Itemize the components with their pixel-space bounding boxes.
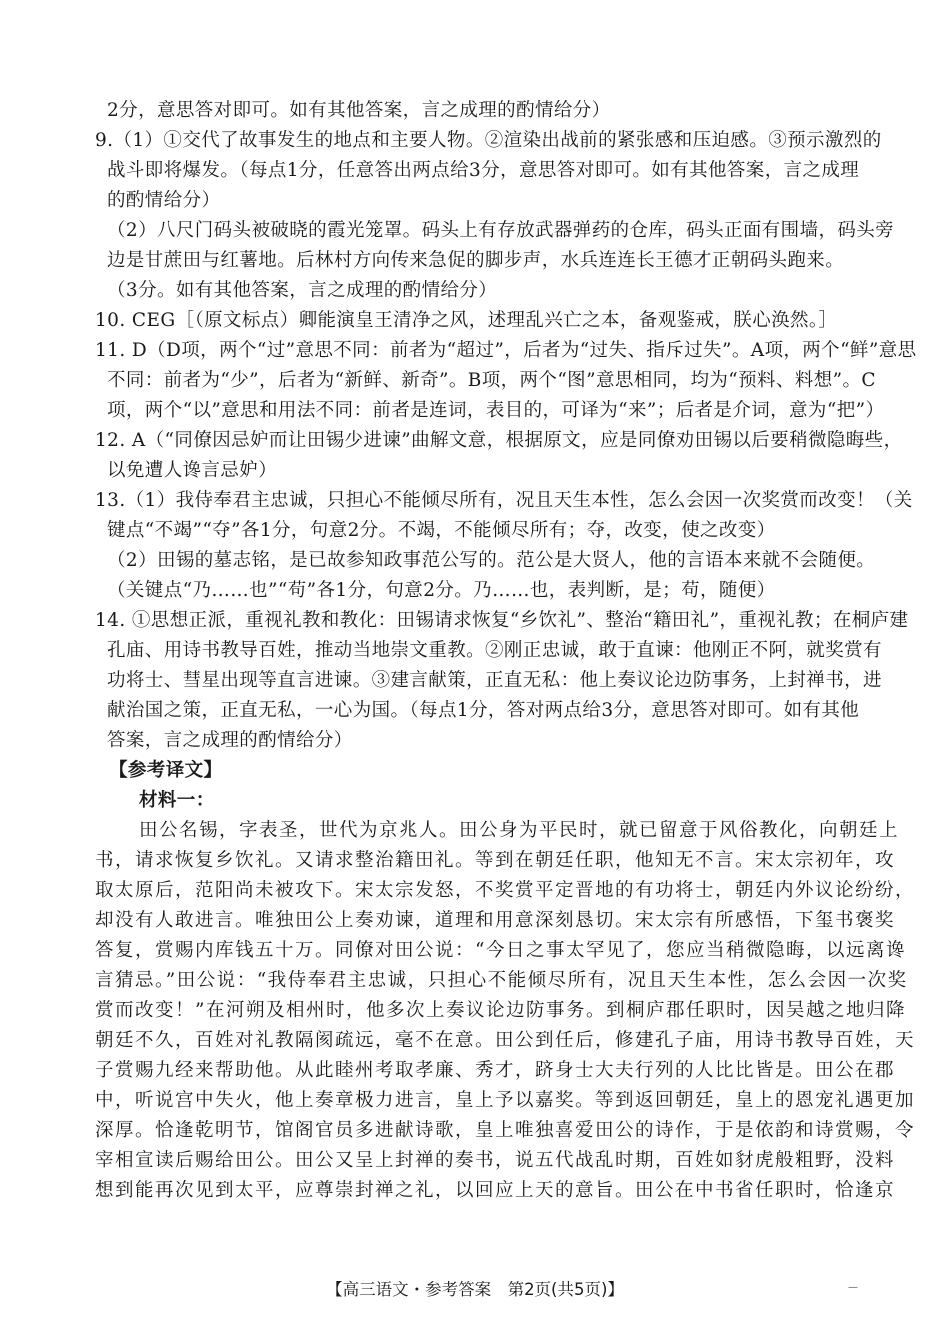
prose-line: 言猜忌。”田公说：“我侍奉君主忠诚，只担心不能倾尽所有，况且天生本性，怎么会因一次奖 — [95, 970, 908, 991]
prose-line: 赏而改变！”在河朔及相州时，他多次上奏议论边防事务。到桐庐郡任职时，因吴越之地归降 — [95, 1000, 906, 1021]
text-line: （3分。如有其他答案，言之成理的酌情给分） — [107, 280, 498, 301]
text-line: 不同：前者为“少”，后者为“新鲜、新奇”。B项，两个“图”意思相同，均为“预料、料想”。C — [107, 370, 876, 391]
text-line: 键点“不竭”“夺”各1分，句意2分。不竭，不能倾尽所有；夺，改变，使之改变） — [107, 520, 776, 541]
text-line: 功将士、彗星出现等直言进谏。③建言献策，正直无私：他上奏议论边防事务，上封禅书，进 — [107, 670, 882, 691]
text-line: 战斗即将爆发。（每点1分，任意答出两点给3分，意思答对即可。如有其他答案，言之成理 — [107, 160, 860, 181]
text-line: 献治国之策，正直无私，一心为国。（每点1分，答对两点给3分，意思答对即可。如有其他 — [107, 700, 860, 721]
prose-line: 答复，赏赐内库钱五十万。同僚对田公说：“今日之事太罕见了，您应当稍微隐晦，以远离谗 — [95, 940, 906, 961]
text-line: 10. CEG［（原文标点）卿能演皇王清净之风，述理乱兴亡之本，备观鉴戒，朕心涣然。］ — [95, 310, 838, 331]
page-content — [95, 96, 917, 1206]
corner-mark: — — [848, 1282, 858, 1293]
text-line: 2分，意思答对即可。如有其他答案，言之成理的酌情给分） — [107, 100, 611, 121]
prose-line: 宰相宣读后赐给田公。田公又呈上封禅的奏书，说五代战乱时期，百姓如豺虎般粗野，没料 — [95, 1150, 896, 1171]
text-line: 以免遭人谗言忌妒） — [107, 460, 278, 481]
prose-line: 子赏赐九经来帮助他。从此睦州考取孝廉、秀才，跻身士大夫行列的人比比皆是。田公在郡 — [95, 1060, 896, 1081]
translation-heading: 【参考译文】 — [109, 760, 223, 781]
page-footer: 【高三语文・参考答案 第2页(共5页)】 — [326, 1280, 624, 1299]
text-line: 13.（1）我侍奉君主忠诚，只担心不能倾尽所有，况且天生本性，怎么会因一次奖赏而改变！（关 — [95, 490, 913, 511]
text-line: 项，两个“以”意思和用法不同：前者是连词，表目的，可译为“来”；后者是介词，意为“把”） — [107, 400, 885, 421]
text-line: 11. D（D项，两个“过”意思不同：前者为“超过”，后者为“过失、指斥过失”。A项，两个“鲜”意思 — [95, 340, 917, 361]
text-line: 边是甘蔗田与红薯地。后林村方向传来急促的脚步声，水兵连连长王德才正朝码头跑来。 — [107, 250, 845, 271]
text-line: 9.（1）①交代了故事发生的地点和主要人物。②渲染出战前的紧张感和压迫感。③预示激烈的 — [95, 130, 882, 151]
prose-line: 深厚。恰逢乾明节，馆阁官员多进献诗歌，皇上唯独喜爱田公的诗作，于是依韵和诗赏赐，令 — [95, 1120, 916, 1141]
text-line: （关键点“乃……也”“苟”各1分，句意2分。乃……也，表判断，是；苟，随便） — [107, 580, 776, 601]
text-line: 答案，言之成理的酌情给分） — [107, 730, 353, 751]
prose-line: 中，听说宫中失火，他上奏章极力进言，皇上予以嘉奖。等到返回朝廷，皇上的恩宠礼遇更加 — [95, 1090, 916, 1111]
prose-line: 却没有人敢进言。唯独田公上奏劝谏，道理和用意深刻恳切。宋太宗有所感悟，下玺书褒奖 — [95, 910, 896, 931]
prose-line: 想到能再次见到太平，应尊崇封禅之礼，以回应上天的意旨。田公在中书省任职时，恰逢京 — [95, 1180, 896, 1201]
material-label: 材料一： — [139, 790, 215, 811]
prose-line: 书，请求恢复乡饮礼。又请求整治籍田礼。等到在朝廷任职，他知无不言。宋太宗初年，攻 — [95, 850, 896, 871]
prose-line: 田公名锡，字表圣，世代为京兆人。田公身为平民时，就已留意于风俗教化，向朝廷上 — [139, 820, 900, 841]
prose-line: 取太原后，范阳尚未被攻下。宋太宗发怒，不奖赏平定晋地的有功将士，朝廷内外议论纷纷， — [95, 880, 916, 901]
text-line: 12. A（“同僚因忌妒而让田锡少进谏”曲解文意，根据原文，应是同僚劝田锡以后要稍微隐晦些， — [95, 430, 903, 451]
text-line: 孔庙、用诗书教导百姓，推动当地崇文重教。②刚正忠诚，敢于直谏：他刚正不阿，就奖赏有 — [107, 640, 882, 661]
text-line: （2）田锡的墓志铭，是已故参知政事范公写的。范公是大贤人，他的言语本来就不会随便。 — [107, 550, 876, 571]
text-line: 的酌情给分） — [107, 190, 221, 211]
prose-line: 朝廷不久，百姓对礼教隔阂疏远，毫不在意。田公到任后，修建孔子庙，用诗书教导百姓，天 — [95, 1030, 916, 1051]
text-line: 14. ①思想正派，重视礼教和教化：田锡请求恢复“乡饮礼”、整治“籍田礼”，重视礼教；在桐庐建 — [95, 610, 909, 631]
text-line: （2）八尺门码头被破晓的霞光笼罩。码头上有存放武器弹药的仓库，码头正面有围墙，码头旁 — [107, 220, 895, 241]
